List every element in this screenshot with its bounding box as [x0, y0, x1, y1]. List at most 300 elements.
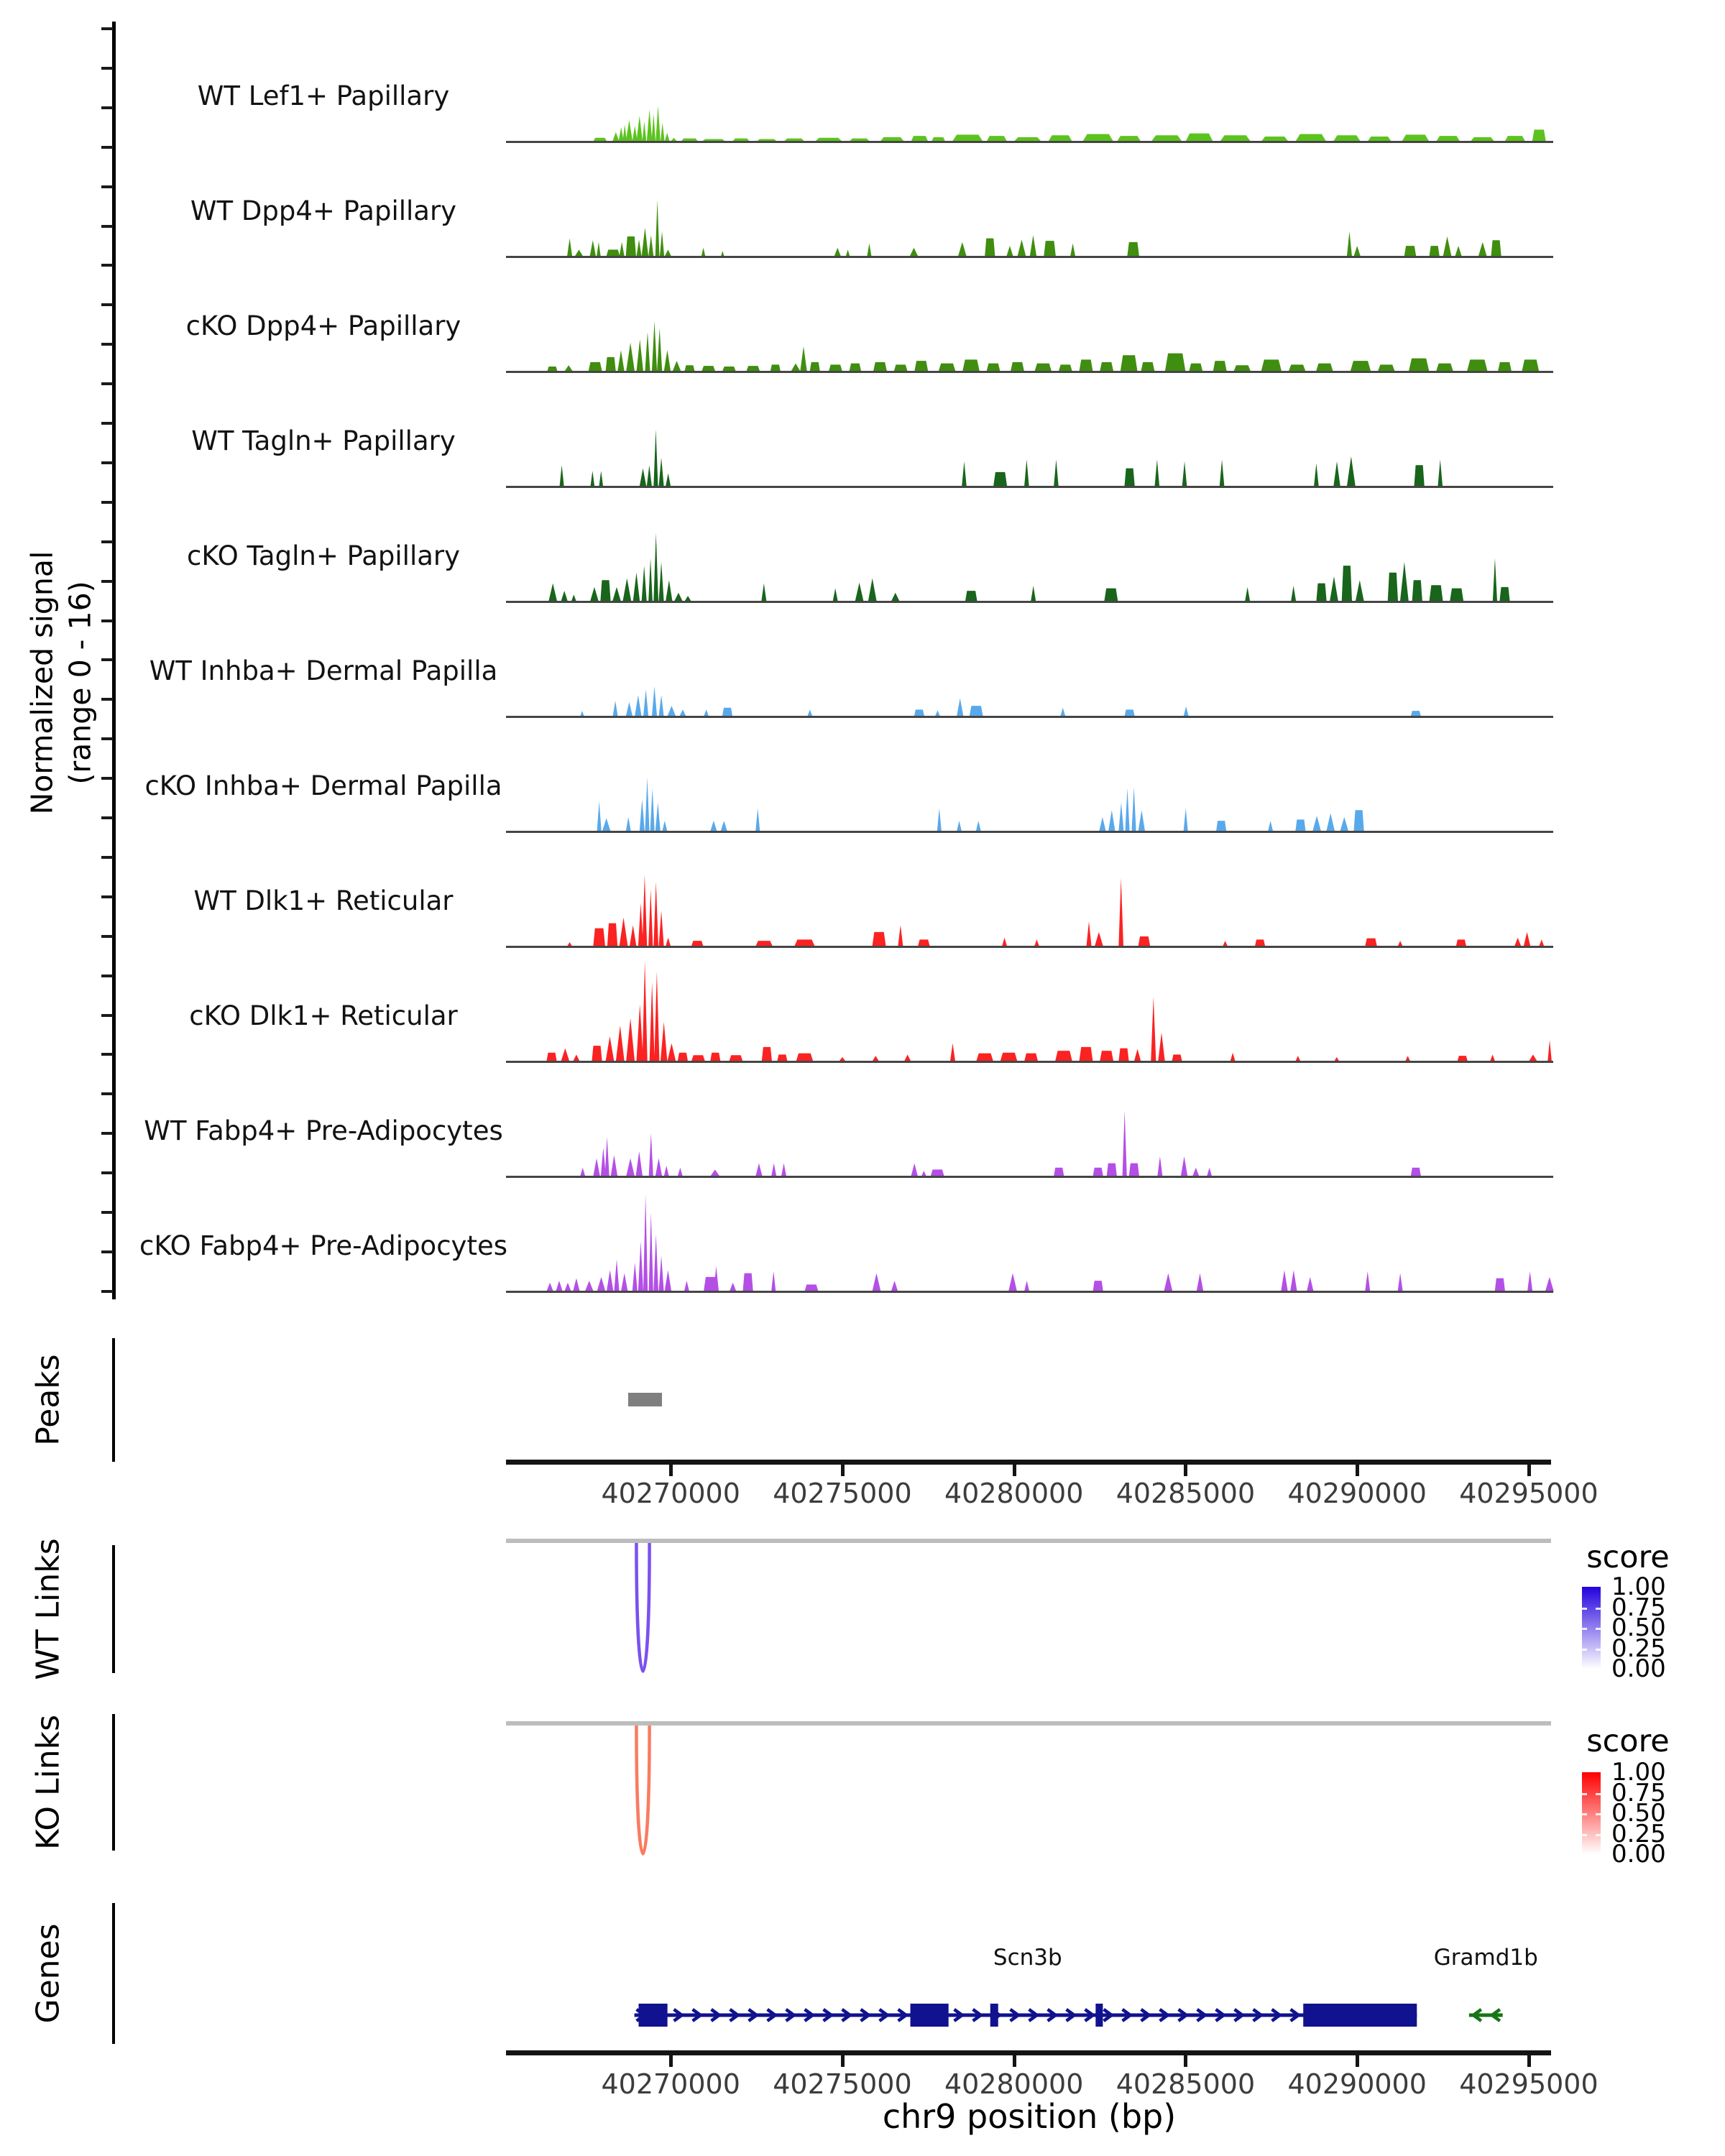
signal-bar — [730, 1283, 737, 1291]
gene-exon-Scn3b — [911, 2004, 949, 2027]
signal-bar — [1412, 580, 1422, 602]
track-signal-area-9 — [506, 954, 1553, 1063]
signal-bar — [1312, 816, 1321, 831]
signal-bar — [661, 1022, 668, 1061]
signal-bar — [620, 918, 628, 946]
peaks-section-label: Peaks — [29, 1354, 67, 1446]
signal-bar — [1055, 1051, 1072, 1061]
signal-bar — [1182, 461, 1187, 487]
signal-bar — [1316, 364, 1333, 372]
signal-bar — [658, 911, 663, 946]
signal-bar — [872, 1273, 880, 1291]
signal-bar — [1082, 134, 1113, 142]
track-label-2: WT Dpp4+ Papillary — [190, 195, 457, 226]
signal-bar — [1405, 1056, 1410, 1061]
signal-bar — [573, 1279, 580, 1291]
signal-bar — [636, 1004, 643, 1061]
signal-bar — [1216, 821, 1226, 831]
signal-bar — [619, 127, 624, 142]
signal-bar — [1365, 1271, 1370, 1291]
signal-bar — [645, 332, 650, 372]
signal-bar — [1030, 235, 1037, 257]
signal-bar — [643, 961, 648, 1061]
signal-bar — [607, 1270, 614, 1291]
signal-bar — [1342, 566, 1352, 602]
signal-bar — [722, 708, 732, 717]
signal-bar — [684, 596, 691, 602]
signal-bar — [1184, 808, 1188, 831]
signal-bar — [666, 938, 671, 946]
signal-bar — [937, 808, 942, 831]
signal-bar — [559, 465, 564, 487]
signal-bar — [762, 1047, 772, 1061]
wt-legend-value: 0.50 — [1611, 1613, 1666, 1642]
signal-bar — [592, 1046, 602, 1061]
signal-bar — [640, 469, 647, 487]
signal-bar — [1450, 589, 1463, 602]
wt-score-legend-gradient — [1582, 1587, 1601, 1669]
ko-score-legend-title: score — [1586, 1723, 1670, 1759]
track-label-1: WT Lef1+ Papillary — [197, 80, 450, 111]
signal-bar — [593, 929, 605, 946]
signal-bar — [617, 350, 625, 372]
top-ruler-tick — [841, 1465, 845, 1476]
signal-bar — [810, 362, 820, 372]
track-label-8: WT Dlk1+ Reticular — [193, 885, 454, 916]
signal-bar — [691, 941, 704, 946]
signal-bar — [656, 1158, 663, 1176]
signal-bar — [636, 116, 643, 142]
signal-bar — [965, 591, 978, 602]
wt-legend-notch — [1582, 1628, 1587, 1630]
bottom-ruler-line — [506, 2050, 1551, 2055]
signal-axis-tick — [101, 698, 113, 701]
signal-bar — [1514, 938, 1522, 946]
signal-bar — [1307, 1277, 1314, 1291]
signal-bar — [1499, 587, 1509, 602]
signal-bar — [1230, 1053, 1236, 1061]
signal-bar — [1411, 1168, 1421, 1176]
signal-bar — [1314, 464, 1319, 487]
signal-axis-tick — [101, 737, 113, 740]
signal-bar — [791, 364, 800, 372]
signal-bar — [653, 882, 658, 946]
signal-bar — [647, 465, 652, 487]
signal-axis-tick — [101, 264, 113, 267]
signal-bar — [1255, 939, 1265, 946]
signal-bar — [970, 706, 983, 717]
signal-axis-label-line2: (range 0 - 16) — [63, 581, 98, 785]
signal-bar — [1079, 359, 1092, 372]
signal-bar — [633, 573, 640, 602]
signal-bar — [643, 121, 647, 142]
ko-legend-value: 1.00 — [1611, 1758, 1666, 1787]
signal-bar — [1365, 939, 1377, 946]
signal-bar — [1411, 711, 1421, 717]
signal-bar — [1490, 1054, 1495, 1061]
signal-bar — [658, 458, 663, 487]
signal-bar — [1429, 585, 1443, 602]
signal-bar — [597, 242, 601, 257]
signal-bar — [1124, 709, 1134, 717]
signal-bar — [1006, 246, 1013, 257]
signal-bar — [1185, 134, 1213, 142]
signal-bar — [872, 1056, 879, 1061]
signal-bar — [1121, 355, 1138, 372]
ko-legend-notch — [1596, 1834, 1601, 1836]
signal-bar — [1455, 246, 1462, 257]
signal-bar — [658, 562, 663, 602]
gene-models — [506, 1984, 1553, 2059]
signal-axis-tick — [101, 1211, 113, 1214]
signal-bar — [602, 819, 611, 831]
signal-bar — [1129, 1164, 1139, 1176]
signal-bar — [564, 1283, 571, 1291]
signal-axis-tick — [101, 303, 113, 306]
bottom-ruler-tick — [841, 2055, 845, 2067]
signal-bar — [632, 126, 638, 142]
signal-bar — [1493, 558, 1497, 602]
signal-bar — [1436, 136, 1460, 142]
signal-bar — [931, 1169, 944, 1176]
signal-bar — [665, 1270, 672, 1291]
signal-bar — [658, 695, 663, 717]
signal-bar — [781, 1164, 786, 1176]
signal-bar — [834, 248, 841, 257]
signal-bar — [1184, 706, 1189, 717]
signal-bar — [635, 695, 642, 717]
signal-bar — [573, 1054, 580, 1061]
signal-bar — [914, 361, 928, 372]
signal-bar — [679, 709, 686, 717]
signal-bar — [1165, 354, 1186, 372]
signal-bar — [636, 239, 641, 257]
signal-bar — [1330, 576, 1338, 602]
signal-bar — [1192, 1168, 1200, 1176]
signal-bar — [1070, 244, 1075, 257]
signal-bar — [1316, 584, 1326, 602]
signal-bar — [1095, 932, 1103, 946]
signal-bar — [873, 362, 887, 372]
signal-bar — [1117, 136, 1141, 142]
signal-bar — [600, 580, 610, 602]
signal-bar — [985, 239, 995, 257]
signal-bar — [1220, 135, 1251, 142]
signal-bar — [910, 248, 919, 257]
signal-bar — [1151, 135, 1182, 142]
signal-bar — [1333, 461, 1340, 487]
signal-bar — [1100, 362, 1113, 372]
signal-bar — [1261, 359, 1282, 372]
signal-bar — [957, 821, 962, 831]
wt-legend-notch — [1596, 1608, 1601, 1610]
signal-bar — [650, 788, 655, 831]
top-ruler-tick — [1527, 1465, 1531, 1476]
signal-bar — [1134, 1049, 1141, 1062]
bottom-ruler-tick — [669, 2055, 673, 2067]
signal-bar — [1060, 708, 1065, 717]
signal-bar — [1181, 1156, 1188, 1176]
bottom-ruler-tick-label: 40295000 — [1459, 2068, 1598, 2100]
signal-bar — [580, 711, 584, 717]
signal-bar — [702, 248, 706, 257]
signal-bar — [800, 346, 807, 372]
signal-bar — [1261, 137, 1289, 142]
signal-bar — [1436, 364, 1453, 372]
signal-bar — [585, 1281, 594, 1291]
signal-bar — [636, 339, 643, 372]
signal-bar — [645, 778, 649, 831]
signal-bar — [1213, 361, 1227, 372]
signal-bar — [1164, 1273, 1172, 1291]
signal-bar — [1118, 1049, 1128, 1061]
signal-bar — [702, 366, 715, 372]
signal-bar — [1398, 1273, 1403, 1291]
wt-score-legend-title: score — [1586, 1539, 1670, 1575]
signal-bar — [729, 1055, 742, 1061]
signal-bar — [721, 251, 724, 257]
signal-bar — [939, 364, 956, 372]
signal-axis-tick — [101, 1290, 113, 1293]
signal-bar — [742, 1273, 753, 1291]
signal-bar — [656, 200, 660, 257]
signal-bar — [642, 228, 649, 257]
signal-bar — [1281, 1270, 1288, 1291]
signal-bar — [957, 699, 964, 717]
signal-bar — [556, 1281, 563, 1291]
ko-link-arcs — [506, 1726, 1553, 1864]
signal-axis-tick — [101, 501, 113, 504]
signal-bar — [804, 1284, 818, 1291]
signal-bar — [643, 689, 648, 717]
signal-bar — [1100, 1051, 1113, 1061]
signal-bar — [1138, 810, 1146, 831]
signal-bar — [1402, 134, 1429, 142]
signal-bar — [662, 821, 667, 831]
signal-bar — [597, 1277, 606, 1291]
signal-bar — [1347, 456, 1356, 487]
ko-legend-notch — [1596, 1813, 1601, 1815]
bottom-ruler-tick — [1356, 2055, 1359, 2067]
signal-bar — [1157, 1156, 1162, 1176]
signal-bar — [770, 364, 781, 372]
signal-axis-tick — [101, 382, 113, 385]
signal-bar — [1340, 817, 1348, 831]
signal-bar — [546, 1053, 556, 1061]
signal-bar — [1398, 941, 1403, 946]
signal-bar — [590, 471, 594, 487]
signal-axis-tick — [101, 1092, 113, 1095]
track-signal-area-11 — [506, 1184, 1553, 1293]
bottom-ruler-tick — [1527, 2055, 1531, 2067]
signal-bar — [1268, 821, 1273, 831]
signal-bar — [976, 821, 981, 831]
signal-axis-tick — [101, 146, 113, 149]
signal-bar — [1333, 135, 1361, 142]
ko-legend-value: 0.75 — [1611, 1778, 1666, 1807]
signal-bar — [657, 328, 662, 372]
top-ruler-tick — [1184, 1465, 1187, 1476]
signal-bar — [771, 1271, 776, 1291]
signal-bar — [1220, 459, 1225, 487]
gene-exon-Scn3b — [639, 2004, 668, 2027]
bottom-ruler-tick — [1013, 2055, 1016, 2067]
top-ruler-line — [506, 1460, 1551, 1465]
signal-bar — [649, 1212, 653, 1291]
signal-bar — [651, 114, 656, 142]
signal-bar — [1429, 246, 1439, 257]
signal-bar — [1347, 231, 1352, 257]
signal-bar — [993, 472, 1007, 487]
top-ruler-tick-label: 40270000 — [601, 1478, 740, 1509]
ko-legend-notch — [1582, 1813, 1587, 1815]
track-signal-area-8 — [506, 839, 1553, 948]
signal-bar — [794, 939, 815, 946]
signal-bar — [1002, 938, 1007, 946]
signal-bar — [1079, 1047, 1092, 1061]
signal-bar — [1141, 362, 1154, 372]
signal-bar — [1024, 1281, 1029, 1291]
signal-bar — [648, 889, 653, 946]
signal-axis-tick — [101, 975, 113, 977]
signal-bar — [1189, 364, 1202, 372]
signal-bar — [666, 474, 671, 487]
signal-bar — [921, 1171, 926, 1176]
signal-bar — [855, 583, 864, 602]
top-ruler-tick — [1356, 1465, 1359, 1476]
ko-links-section-label: KO Links — [29, 1714, 67, 1851]
signal-bar — [622, 579, 631, 602]
signal-bar — [1388, 573, 1398, 602]
signal-axis-label — [24, 551, 101, 815]
wt-legend-notch — [1596, 1628, 1601, 1630]
signal-bar — [648, 235, 653, 257]
wt-link-arc — [636, 1543, 649, 1672]
signal-bar — [1467, 359, 1488, 372]
signal-bar — [652, 321, 657, 372]
signal-bar — [1505, 136, 1526, 142]
signal-axis-tick — [101, 816, 113, 819]
signal-bar — [720, 821, 727, 831]
signal-axis-tick — [101, 1053, 113, 1056]
track-signal-area-1 — [506, 34, 1553, 143]
peaks-bracket — [112, 1338, 115, 1462]
signal-bar — [658, 1256, 663, 1291]
top-ruler-tick-label: 40275000 — [773, 1478, 912, 1509]
signal-bar — [1245, 587, 1250, 602]
signal-bar — [1207, 1168, 1212, 1176]
signal-bar — [1539, 939, 1544, 946]
signal-bar — [1491, 240, 1501, 257]
signal-bar — [976, 1054, 993, 1061]
signal-bar — [664, 1166, 669, 1176]
signal-bar — [918, 939, 930, 946]
ko-links-bracket — [112, 1714, 115, 1851]
gene-name-label-Scn3b: Scn3b — [993, 1945, 1062, 1971]
signal-bar — [653, 429, 658, 487]
signal-bar — [564, 365, 573, 372]
signal-bar — [571, 594, 576, 602]
signal-bar — [590, 587, 599, 602]
signal-bar — [642, 566, 647, 602]
signal-bar — [1107, 1164, 1117, 1176]
track-label-4: WT Tagln+ Papillary — [191, 425, 456, 456]
signal-bar — [1529, 1054, 1537, 1061]
signal-bar — [1034, 939, 1039, 946]
signal-bar — [667, 1044, 676, 1061]
signal-bar — [1104, 589, 1118, 602]
signal-bar — [684, 1281, 689, 1291]
track-signal-area-4 — [506, 379, 1553, 488]
ko-legend-notch — [1582, 1834, 1587, 1836]
signal-axis-tick — [101, 343, 113, 346]
signal-bar — [755, 1164, 763, 1176]
signal-bar — [1414, 465, 1424, 487]
top-ruler-tick-label: 40280000 — [944, 1478, 1084, 1509]
signal-bar — [898, 925, 903, 946]
signal-bar — [1024, 459, 1029, 487]
ko-legend-notch — [1596, 1793, 1601, 1795]
signal-bar — [626, 236, 636, 257]
signal-bar — [612, 132, 620, 142]
signal-bar — [891, 593, 900, 602]
signal-bar — [755, 808, 760, 831]
signal-bar — [652, 686, 657, 717]
signal-bar — [1054, 459, 1059, 487]
signal-bar — [1024, 1054, 1038, 1061]
signal-bar — [1233, 365, 1251, 372]
track-label-10: WT Fabp4+ Pre-Adipocytes — [144, 1115, 503, 1146]
signal-bar — [673, 361, 681, 372]
signal-bar — [829, 364, 842, 372]
signal-bar — [684, 365, 694, 372]
signal-bar — [722, 367, 736, 372]
signal-axis-tick — [101, 27, 113, 30]
signal-bar — [911, 1164, 918, 1176]
signal-bar — [593, 1158, 600, 1176]
signal-bar — [626, 343, 635, 372]
signal-bar — [605, 1036, 614, 1061]
track-label-5: cKO Tagln+ Papillary — [186, 540, 461, 571]
signal-bar — [612, 587, 621, 602]
signal-bar — [656, 803, 661, 831]
signal-bar — [664, 350, 671, 372]
signal-bar — [1290, 1270, 1297, 1291]
signal-bar — [1158, 1033, 1165, 1061]
signal-bar — [1368, 137, 1392, 142]
signal-bar — [614, 1259, 619, 1291]
top-ruler-tick-label: 40295000 — [1459, 1478, 1598, 1509]
signal-bar — [1353, 810, 1363, 831]
signal-axis-label-line1: Normalized signal — [24, 550, 60, 815]
signal-bar — [665, 249, 672, 257]
signal-bar — [1138, 936, 1151, 946]
bottom-ruler-tick — [1184, 2055, 1187, 2067]
signal-bar — [1545, 1277, 1554, 1291]
signal-bar — [872, 932, 886, 946]
signal-axis-tick — [101, 856, 113, 859]
signal-bar — [548, 584, 557, 602]
signal-bar — [605, 357, 615, 372]
signal-bar — [654, 972, 659, 1061]
top-ruler-tick-label: 40290000 — [1287, 1478, 1427, 1509]
top-ruler-tick — [1013, 1465, 1016, 1476]
signal-bar — [632, 1263, 638, 1291]
signal-bar — [621, 1273, 628, 1291]
signal-bar — [1127, 242, 1139, 257]
signal-bar — [1532, 129, 1546, 142]
signal-bar — [1108, 810, 1116, 831]
